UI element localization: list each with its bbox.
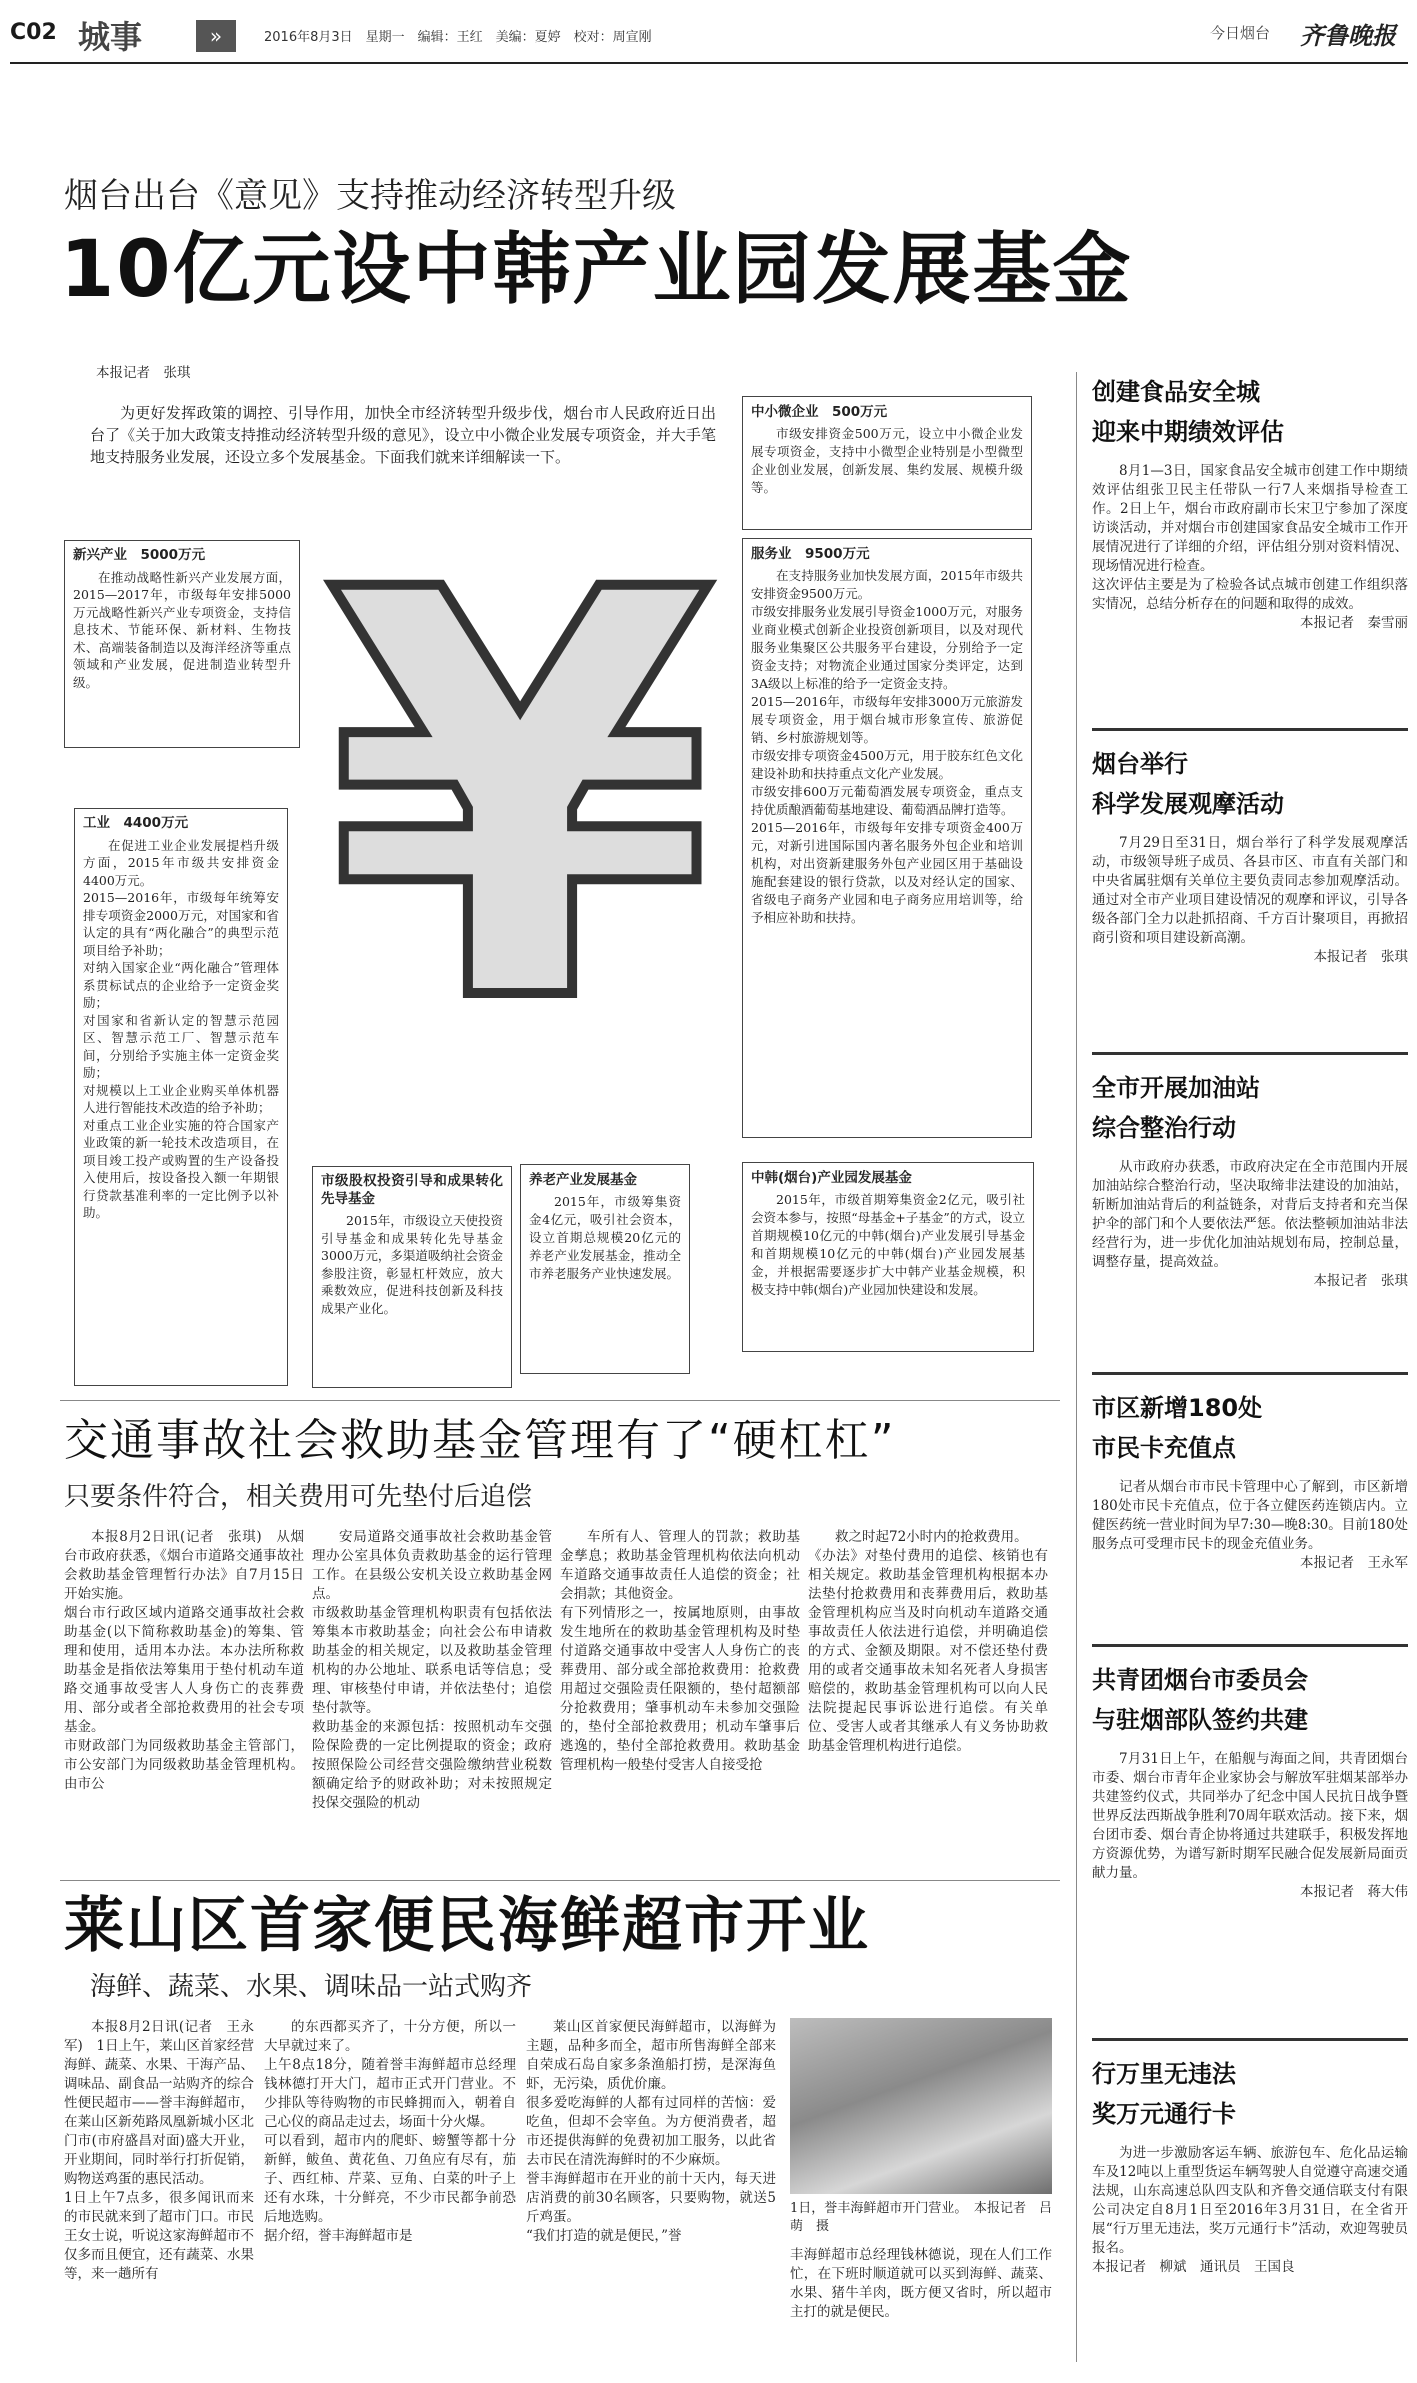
traffic-col-4: 救之时起72小时内的抢救费用。 《办法》对垫付费用的追偿、核销也有相关规定。救助基金管理机构根据本办法垫付抢救费用和丧葬费用后，救助基金管理机构应当及时向机动车道路交通事故责任人依法进行追偿，并明确追偿的方式、金额及期限。对不偿还垫付费用的或者交通事故未知名死者人身损害赔偿的，救助基金管理机构可以向人民法院提起民事诉讼进行追偿。有关单位、受害人或者其继承人有义务协助救助基金管理机构进行追偿。 <box>808 1529 1048 1754</box>
brief-text: 7月31日上午，在船舰与海面之间，共青团烟台市委、烟台市青年企业家协会与解放军驻烟某部举办共建签约仪式，共同举办了纪念中国人民抗日战争暨世界反法西斯战争胜利70周年联欢活动。接下来，烟台团市委、烟台青企协将通过共建联手，积极发挥地方资源优势，为谱写新时期军民融合促发展新局面贡献力量。 <box>1092 1751 1408 1881</box>
box-title: 新兴产业 5000万元 <box>73 547 206 563</box>
seafood-headline: 莱山区首家便民海鲜超市开业 <box>64 1891 870 1961</box>
brief-title-line1: 创建食品安全城 <box>1092 378 1260 406</box>
header-rule <box>10 62 1408 64</box>
box-text: 在促进工业企业发展提档升级方面，2015年市级共安排资金4400万元。 2015—2016年，市级每年统筹安排专项资金2000万元，对国家和省认定的具有“两化融合”的典型示范项目给予补助； 对纳入国家企业“两化融合”管理体系贯标试点的企业给予一定资金奖励； 对国家和省新认定的智慧示范园区、智慧示范工厂、智慧示范车间，分别给予实施主体一定资金奖励； 对规模以上工业企业购买单体机器人进行智能技术改造的给予补助； 对重点工业企业实施的符合国家产业政策的新一轮技术改造项目，在项目竣工投产或购置的生产设备投入使用后，按设备投入额一年期银行贷款基准利率的一定比例予以补助。 <box>83 837 279 1220</box>
brief-divider <box>1092 1052 1408 1055</box>
box-industry <box>74 808 288 1386</box>
brief-5 <box>1092 1660 1408 1902</box>
lead-byline: 本报记者 张琪 <box>96 365 191 381</box>
brief-4 <box>1092 1388 1408 1573</box>
box-service-industry <box>742 538 1032 1138</box>
brief-title-line1: 市区新增180处 <box>1092 1394 1263 1422</box>
brief-title-line2: 与驻烟部队签约共建 <box>1092 1706 1308 1734</box>
lead-headline: 10亿元设中韩产业园发展基金 <box>60 225 1133 315</box>
brief-divider <box>1092 1372 1408 1375</box>
lead-intro: 为更好发挥政策的调控、引导作用，加快全市经济转型升级步伐，烟台市人民政府近日出台了《关于加大政策支持推动经济转型升级的意见》，设立中小微企业发展专项资金，并大手笔地支持服务业发展，还设立多个发展基金。下面我们就来详细解读一下。 <box>90 404 716 466</box>
brief-title-line2: 迎来中期绩效评估 <box>1092 418 1284 446</box>
box-elderly-fund <box>520 1164 690 1374</box>
section-arrow-icon: » <box>196 20 236 52</box>
brief-text: 8月1—3日，国家食品安全城市创建工作中期绩效评估组张卫民主任带队一行7人来烟指导检查工作。2日上午，烟台市政府副市长宋卫宁参加了深度访谈活动，并对烟台市创建国家食品安全城市工作开展情况进行了详细的介绍，评估组分别对资料情况、现场情况进行检查。 这次评估主要是为了检验各试点城市创建工作组织落实情况，总结分析存在的问题和取得的成效。 <box>1092 463 1408 612</box>
box-text: 市级安排资金500万元，设立中小微企业发展专项资金，支持中小微型企业特别是小型微型企业创业发展，创新发展、集约发展、规模升级等。 <box>751 426 1023 495</box>
brief-byline: 本报记者 秦雪丽 <box>1300 615 1408 631</box>
box-title: 市级股权投资引导和成果转化先导基金 <box>321 1173 503 1207</box>
traffic-subhead: 只要条件符合，相关费用可先垫付后追偿 <box>64 1482 533 1512</box>
box-china-korea-fund <box>742 1162 1034 1352</box>
brief-title-line1: 共青团烟台市委员会 <box>1092 1666 1308 1694</box>
section-divider <box>60 1400 1060 1401</box>
box-title: 中韩(烟台)产业园发展基金 <box>751 1170 912 1186</box>
brief-text: 为进一步激励客运车辆、旅游包车、危化品运输车及12吨以上重型货运车辆驾驶人自觉遵守高速交通法规，山东高速总队四支队和齐鲁交通信联支付有限公司决定自8月1日至2016年3月31日，在全省开展“行万里无违法，奖万元通行卡”活动，欢迎驾驶员报名。 <box>1092 2145 1408 2256</box>
box-emerging-industry <box>64 540 300 748</box>
brief-title-line2: 科学发展观摩活动 <box>1092 790 1284 818</box>
box-equity-fund <box>312 1166 512 1388</box>
section-divider <box>60 1880 1060 1881</box>
brief-byline: 本报记者 柳斌 通讯员 王国良 <box>1092 2259 1295 2275</box>
seafood-col-4: 丰海鲜超市总经理钱林德说，现在人们工作忙，在下班时顺道就可以买到海鲜、蔬菜、水果、猪牛羊肉，既方便又省时，所以超市主打的就是便民。 <box>790 2247 1052 2320</box>
traffic-col-3: 车所有人、管理人的罚款；救助基金孳息；救助基金管理机构依法向机动车道路交通事故责任人追偿的资金；社会捐款；其他资金。 有下列情形之一，按属地原则，由事故发生地所在的救助基金管理机构及时垫付道路交通事故中受害人人身伤亡的丧葬费用、部分或全部抢救费用：抢救费用超过交强险责任限额的，垫付超额部分抢救费用；肇事机动车未参加交强险的，垫付全部抢救费用；机动车肇事后逃逸的，垫付全部抢救费用。救助基金管理机构一般垫付受害人自接受抢 <box>560 1529 800 1773</box>
lead-kicker: 烟台出台《意见》支持推动经济转型升级 <box>64 176 676 216</box>
traffic-col-1: 本报8月2日讯(记者 张琪) 从烟台市政府获悉，《烟台市道路交通事故社会救助基金管理暂行办法》自7月15日开始实施。 烟台市行政区域内道路交通事故社会救助基金(以下简称救助基金)的筹集、管理和使用，适用本办法。本办法所称救助基金是指依法筹集用于垫付机动车道路交通事故受害人人身伤亡的丧葬费用、部分或者全部抢救费用的社会专项基金。 市财政部门为同级救助基金主管部门，市公安部门为同级救助基金管理机构。由市公 <box>64 1529 304 1792</box>
photo-caption: 1日，誉丰海鲜超市开门营业。 本报记者 吕萌 摄 <box>790 2201 1052 2234</box>
brief-text: 记者从烟台市市民卡管理中心了解到，市区新增180处市民卡充值点，位于各立健医药连锁店内。立健医药统一营业时间为早7:30—晚8:30。目前180处服务点可受理市民卡的现金充值业务。 <box>1092 1479 1408 1552</box>
issue-meta: 2016年8月3日 星期一 编辑：王红 美编：夏婷 校对：周宣刚 <box>264 30 652 45</box>
brief-2 <box>1092 744 1408 967</box>
brief-text: 从市政府办获悉，市政府决定在全市范围内开展加油站综合整治行动，坚决取缔非法建设的加油站，斩断加油站背后的利益链条，对背后支持者和充当保护伞的部门和个人要依法严惩。依法整顿加油站非法经营行为，进一步优化加油站规划布局，控制总量，调整存量，提高效益。 <box>1092 1159 1408 1270</box>
brief-title-line1: 全市开展加油站 <box>1092 1074 1260 1102</box>
brief-title-line2: 市民卡充值点 <box>1092 1434 1236 1462</box>
box-text: 2015年，市级首期筹集资金2亿元，吸引社会资本参与，按照“母基金+子基金”的方式，设立首期规模10亿元的中韩(烟台)产业发展引导基金和首期规模10亿元的中韩(烟台)产业园发展基金，并根据需要逐步扩大中韩产业基金规模，积极支持中韩(烟台)产业园加快建设和发展。 <box>751 1192 1025 1297</box>
section-name: 城事 <box>78 18 143 56</box>
seafood-col-1: 本报8月2日讯(记者 王永军) 1日上午，莱山区首家经营海鲜、蔬菜、水果、干海产品、调味品、副食品一站购齐的综合性便民超市——誉丰海鲜超市，在莱山区新苑路凤凰新城小区北门市(市府盛昌对面)盛大开业，开业期间，同时举行打折促销，购物送鸡蛋的惠民活动。 1日上午7点多，很多闻讯而来的市民就来到了超市门口。市民王女士说，听说这家海鲜超市不仅多而且便宜，还有蔬菜、水果等，来一趟所有 <box>64 2019 254 2282</box>
yen-graphic: ¥ <box>325 474 715 1126</box>
box-text: 2015年，市级设立天使投资引导基金和成果转化先导基金3000万元，多渠道吸纳社会资金参股注资，彰显杠杆效应，放大乘数效应，促进科技创新及科技成果产业化。 <box>321 1213 503 1316</box>
brief-3 <box>1092 1068 1408 1291</box>
box-title: 中小微企业 500万元 <box>751 404 888 420</box>
brief-divider <box>1092 2038 1408 2041</box>
traffic-headline: 交通事故社会救助基金管理有了“硬杠杠” <box>64 1415 896 1466</box>
box-text: 2015年，市级筹集资金4亿元，吸引社会资本，设立首期总规模20亿元的养老产业发展基金，推动全市养老服务产业快速发展。 <box>529 1194 681 1281</box>
box-text: 在支持服务业加快发展方面，2015年市级共安排资金9500万元。 市级安排服务业发展引导资金1000万元，对服务业商业模式创新企业投资创新项目，以及对现代服务业集聚区公共服务平台建设，分别给予一定资金支持；对物流企业通过国家分类评定，达到3A级以上标准的给予一定资金支持。 2015—2016年，市级每年安排3000万元旅游发展专项资金，用于烟台城市形象宣传、旅游促销、乡村旅游规划等。 市级安排专项资金4500万元，用于胶东红色文化建设补助和扶持重点文化产业发展。 市级安排600万元葡萄酒发展专项资金，重点支持优质酿酒葡萄基地建设、葡萄酒品牌打造等。 2015—2016年，市级每年安排专项资金400万元，对新引进国际国内著名服务外包企业和培训机构，对出资新建服务外包产业园区用于基础设施配套建设的银行贷款，以及对经认定的国家、省级电子商务产业园和电子商务应用培训等，给予相应补助和扶持。 <box>751 568 1023 925</box>
page-number: C02 <box>10 20 57 45</box>
brief-text: 7月29日至31日，烟台举行了科学发展观摩活动，市级领导班子成员、各县市区、市直有关部门和中央省属驻烟有关单位主要负责同志参加观摩活动。通过对全市产业项目建设情况的观摩和评议，引导各级各部门全力以赴抓招商、千方百计聚项目，再掀招商引资和项目建设新高潮。 <box>1092 835 1408 946</box>
box-title: 工业 4400万元 <box>83 815 189 831</box>
brief-title-line2: 奖万元通行卡 <box>1092 2100 1236 2128</box>
seafood-subhead: 海鲜、蔬菜、水果、调味品一站式购齐 <box>90 1972 533 2002</box>
box-title: 服务业 9500万元 <box>751 546 870 562</box>
seafood-col-3: 莱山区首家便民海鲜超市，以海鲜为主题，品种多而全，超市所售海鲜全部来自荣成石岛自家多条渔船打捞，是深海鱼虾，无污染，质优价廉。 很多爱吃海鲜的人都有过同样的苦恼：爱吃鱼，但却不会宰鱼。为方便消费者，超市还提供海鲜的免费初加工服务，以此省去市民在清洗海鲜时的不少麻烦。 誉丰海鲜超市在开业的前十天内，每天进店消费的前30名顾客，只要购物，就送5斤鸡蛋。 “我们打造的就是便民，”誉 <box>526 2019 776 2244</box>
brief-1 <box>1092 372 1408 633</box>
brief-6 <box>1092 2054 1408 2277</box>
box-text: 在推动战略性新兴产业发展方面，2015—2017年，市级每年安排5000万元战略性新兴产业专项资金，支持信息技术、节能环保、新材料、生物技术、高端装备制造以及海洋经济等重点领域和产业发展，促进制造业转型升级。 <box>73 569 291 690</box>
box-micro-enterprise <box>742 396 1032 530</box>
column-divider <box>1076 372 1077 2362</box>
brief-title-line2: 综合整治行动 <box>1092 1114 1236 1142</box>
seafood-col-2: 的东西都买齐了，十分方便，所以一大早就过来了。 上午8点18分，随着誉丰海鲜超市总经理钱林德打开大门，超市正式开门营业。不少排队等待购物的市民蜂拥而入，朝着自己心仪的商品走过去，场面十分火爆。 可以看到，超市内的爬虾、螃蟹等都十分新鲜，鲅鱼、黄花鱼、刀鱼应有尽有，茄子、西红柿、芹菜、豆角、白菜的叶子上还有水珠，十分鲜亮，不少市民都争前恐后地选购。 据介绍，誉丰海鲜超市是 <box>264 2019 516 2244</box>
brief-divider <box>1092 728 1408 731</box>
brief-divider <box>1092 1644 1408 1647</box>
brief-byline: 本报记者 蒋大伟 <box>1300 1884 1408 1900</box>
seafood-photo <box>790 2018 1052 2194</box>
page-header <box>0 0 1417 68</box>
brief-byline: 本报记者 王永军 <box>1300 1555 1408 1571</box>
edition-name: 今日烟台 <box>1210 24 1271 42</box>
brief-byline: 本报记者 张琪 <box>1313 949 1408 965</box>
brief-title-line1: 烟台举行 <box>1092 750 1188 778</box>
box-title: 养老产业发展基金 <box>529 1172 637 1188</box>
brief-title-line1: 行万里无违法 <box>1092 2060 1236 2088</box>
traffic-col-2: 安局道路交通事故社会救助基金管理办公室具体负责救助基金的运行管理工作。在县级公安机关设立救助基金网点。 市级救助基金管理机构职责有包括依法筹集本市救助基金；向社会公布申请救助基金的相关规定，以及救助基金管理机构的办公地址、联系电话等信息；受理、审核垫付申请，并依法垫付；追偿垫付款等。 救助基金的来源包括：按照机动车交强险保险费的一定比例提取的资金；政府按照保险公司经营交强险缴纳营业税数额确定给予的财政补助；对未按照规定投保交强险的机动 <box>312 1529 552 1811</box>
brief-byline: 本报记者 张琪 <box>1313 1273 1408 1289</box>
newspaper-logo: 齐鲁晚报 <box>1300 21 1396 50</box>
